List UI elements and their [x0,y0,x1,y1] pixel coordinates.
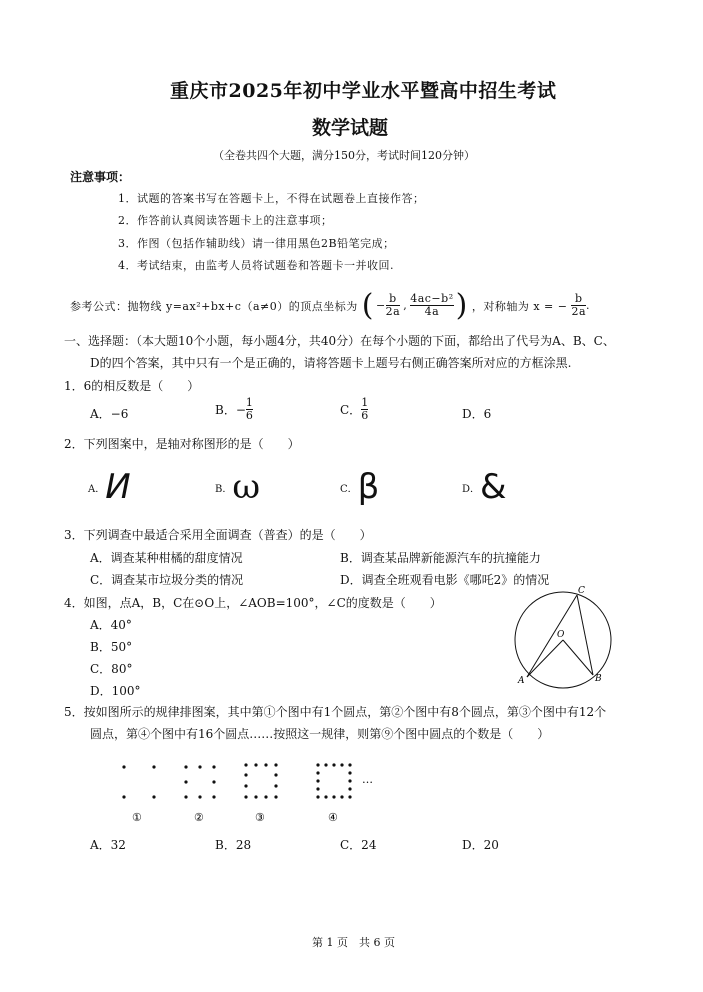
formula-axis [571,293,586,318]
q2-option-b-symbol: ω [232,467,261,507]
q2-option-c-symbol: β [357,467,380,507]
formula-prefix: 参考公式：抛物线 y=ax²+bx+c（a≠0）的顶点坐标为 [70,299,358,313]
label-b: B [595,674,602,684]
dot-ellipsis: … [362,773,373,786]
q2-option-d [462,467,507,507]
dot-figure-3 [244,763,277,798]
q3-option-d: D．调查全班观看电影《哪吒2》的情况 [340,573,550,587]
dot-label-3: ③ [255,811,265,824]
dot-label-2: ② [194,811,204,824]
segment-oa [527,640,563,677]
dot-figure-4 [316,763,351,798]
notes-heading: 注意事项： [70,170,131,184]
formula-vertex-x-den: 2a [385,305,401,318]
q4-option-a: A．40° [90,618,132,632]
formula-vertex-x [386,293,401,318]
q1-option-c-frac [361,397,368,422]
label-a: A [518,676,525,686]
q5-option-c: C．24 [340,838,377,852]
q3-stem: 3．下列调查中最适合采用全面调查（普查）的是（ ） [64,528,372,542]
dot-pattern-figure [110,755,390,825]
formula-vertex-x-num: b [389,292,397,305]
q4-option-c: C．80° [90,662,133,676]
q4-stem: 4．如图，点A，B，C在⊙O上，∠AOB=100°，∠C的度数是（ ） [64,596,442,610]
q5-line2: 圆点，第④个图中有16个圆点……按照这一规律，则第⑨个图中圆点的个数是（ ） [90,727,550,741]
formula-end: . [586,299,591,312]
q1-option-b-num: 1 [245,396,253,409]
q5-line1: 5．按如图所示的规律排图案，其中第①个图中有1个圆点，第②个图中有8个圆点，第③个图中有12个 [64,705,607,719]
q1-option-c-label: C． [340,403,362,417]
formula-vertex-y [410,293,453,318]
q4-option-d: D．100° [90,684,141,698]
q3-option-c: C．调查某市垃圾分类的情况 [90,573,244,587]
formula-paren-open: ( [361,288,374,323]
q2-stem: 2．下列图案中，是轴对称图形的是（ ） [64,437,300,451]
q3-option-a: A．调查某种柑橘的甜度情况 [90,551,243,565]
q1-option-b-den: 6 [245,409,253,422]
q2-option-c-label: C． [340,483,358,495]
q1-option-b-sign: − [235,402,246,417]
q5-option-a: A．32 [90,838,126,852]
note-item-2: 2．作答前认真阅读答题卡上的注意事项； [118,214,333,227]
q2-option-d-label: D． [462,483,481,495]
note-item-4: 4．考试结束，由监考人员将试题卷和答题卡一并收回. [118,259,394,272]
q5-option-d: D．20 [462,838,499,852]
q1-option-b [215,397,253,422]
note-item-1: 1．试题的答案书写在答题卡上，不得在试题卷上直接作答； [118,192,425,205]
q1-option-c [340,397,368,422]
formula-vertex-y-num: 4ac−b² [410,292,454,305]
q2-option-a-symbol: И [105,467,131,507]
dot-label-4: ④ [328,811,338,824]
note-item-3: 3．作图（包括作辅助线）请一律用黑色2B铅笔完成； [118,237,395,250]
dot-figure-2 [184,765,215,798]
q2-option-a-label: A． [88,483,106,495]
section1-line1: 一、选择题：（本大题10个小题，每小题4分，共40分）在每个小题的下面，都给出了代号为A、B、C、 [64,334,615,348]
label-c: C [578,586,585,596]
q1-option-b-frac [246,397,253,422]
section1-line2: D的四个答案，其中只有一个是正确的，请将答题卡上题号右侧正确答案所对应的方框涂黑. [90,356,572,370]
q4-option-b: B．50° [90,640,133,654]
segment-ob [563,640,593,675]
formula-axis-num: b [574,292,583,305]
q2-option-d-symbol: & [480,467,507,507]
dot-label-1: ① [132,811,142,824]
page-subtitle: 数学试题 [312,117,389,139]
q2-option-b-label: B． [215,483,233,495]
circle-figure [505,585,625,690]
page-footer: 第 1 页 共 6 页 [312,936,395,949]
q1-option-b-label: B． [215,403,236,417]
q2-option-a [88,467,131,507]
formula-axis-text: ，对称轴为 x = − [471,299,568,313]
formula-axis-den: 2a [571,305,587,318]
formula-paren-close: ) [455,288,468,323]
page-title: 重庆市2025年初中学业水平暨高中招生考试 [170,80,557,102]
segment-ca [527,595,577,677]
q1-option-c-num: 1 [361,396,369,409]
formula-line [70,288,590,323]
q1-stem: 1．6的相反数是（ ） [64,379,200,393]
q1-option-a: A．−6 [90,407,129,421]
segment-cb [577,595,593,675]
q1-option-d: D．6 [462,407,492,421]
q3-option-b: B．调查某品牌新能源汽车的抗撞能力 [340,551,541,565]
formula-vertex-y-den: 4a [424,305,440,318]
q5-option-b: B．28 [215,838,252,852]
label-o: O [557,630,565,640]
formula-vertex-x-sign: − [375,299,386,312]
formula-comma: , [403,299,408,312]
q1-option-c-den: 6 [361,409,369,422]
q2-option-b [215,467,261,507]
exam-info: （全卷共四个大题，满分150分，考试时间120分钟） [213,149,475,162]
q2-option-c [340,467,380,507]
dot-figure-1 [122,765,155,798]
